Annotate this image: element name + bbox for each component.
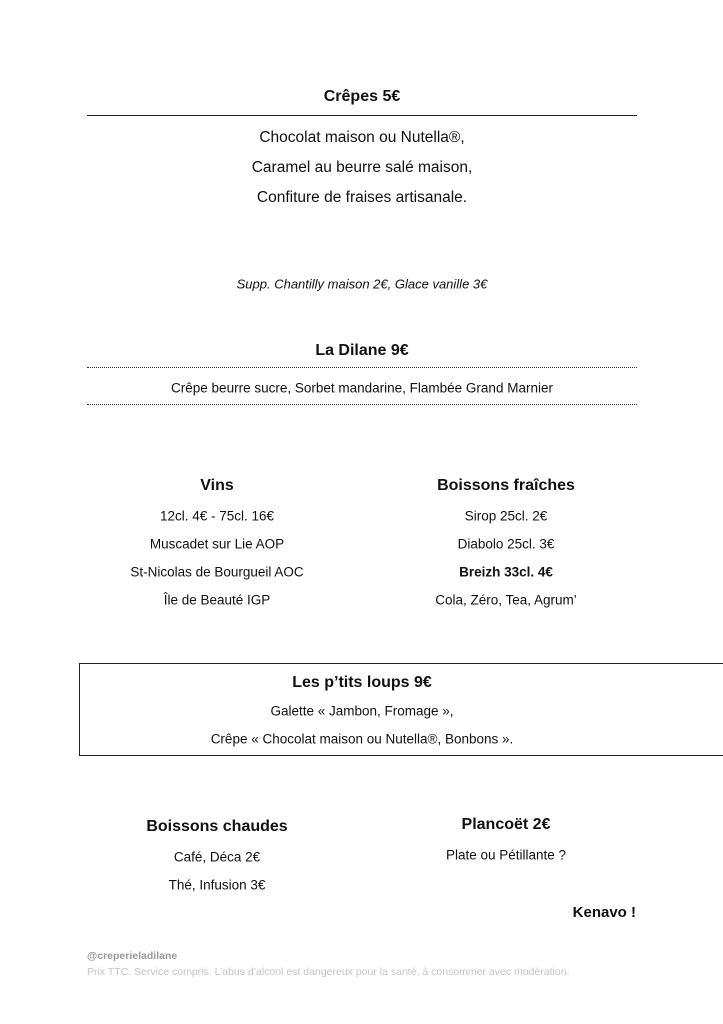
plancoet-title: Plancoët 2€	[461, 816, 551, 833]
vins-item: Île de Beauté IGP	[163, 592, 271, 608]
legal-note: Prix TTC. Service compris. L’abus d’alcool est dangereux pour la santé, à consommer avec modération.	[87, 966, 570, 978]
crepes-title: Crêpes 5€	[323, 88, 401, 105]
chaudes-item: Café, Déca 2€	[173, 849, 261, 865]
vins-item: 12cl. 4€ - 75cl. 16€	[159, 508, 275, 524]
instagram-handle: @creperieladilane	[87, 950, 178, 962]
dilane-title: La Dilane 9€	[315, 342, 409, 359]
ptits-loups-title: Les p’tits loups 9€	[292, 674, 432, 691]
fraiches-item: Diabolo 25cl. 3€	[457, 536, 555, 552]
crepes-supplements: Supp. Chantilly maison 2€, Glace vanille 3€	[236, 276, 488, 292]
boissons-chaudes-title: Boissons chaudes	[146, 818, 288, 835]
fraiches-item: Cola, Zéro, Tea, Agrum’	[435, 592, 577, 608]
boissons-fraiches-title: Boissons fraîches	[437, 477, 575, 494]
dilane-description: Crêpe beurre sucre, Sorbet mandarine, Flambée Grand Marnier	[171, 380, 553, 396]
crepes-item: Confiture de fraises artisanale.	[256, 189, 468, 206]
vins-item: St-Nicolas de Bourgueil AOC	[130, 564, 304, 580]
kenavo-text: Kenavo !	[572, 904, 636, 921]
vins-title: Vins	[200, 477, 234, 494]
fraiches-item: Breizh 33cl. 4€	[459, 564, 553, 580]
dotted-divider	[87, 367, 637, 368]
crepes-divider	[87, 115, 637, 116]
plancoet-item: Plate ou Pétillante ?	[445, 847, 567, 863]
crepes-item: Caramel au beurre salé maison,	[251, 159, 473, 176]
vins-item: Muscadet sur Lie AOP	[149, 536, 285, 552]
ptits-loups-item: Crêpe « Chocolat maison ou Nutella®, Bonbons ».	[210, 731, 514, 747]
dotted-divider	[87, 404, 637, 405]
ptits-loups-item: Galette « Jambon, Fromage »,	[270, 703, 454, 719]
crepes-item: Chocolat maison ou Nutella®,	[259, 129, 465, 146]
fraiches-item: Sirop 25cl. 2€	[464, 508, 548, 524]
chaudes-item: Thé, Infusion 3€	[168, 877, 266, 893]
